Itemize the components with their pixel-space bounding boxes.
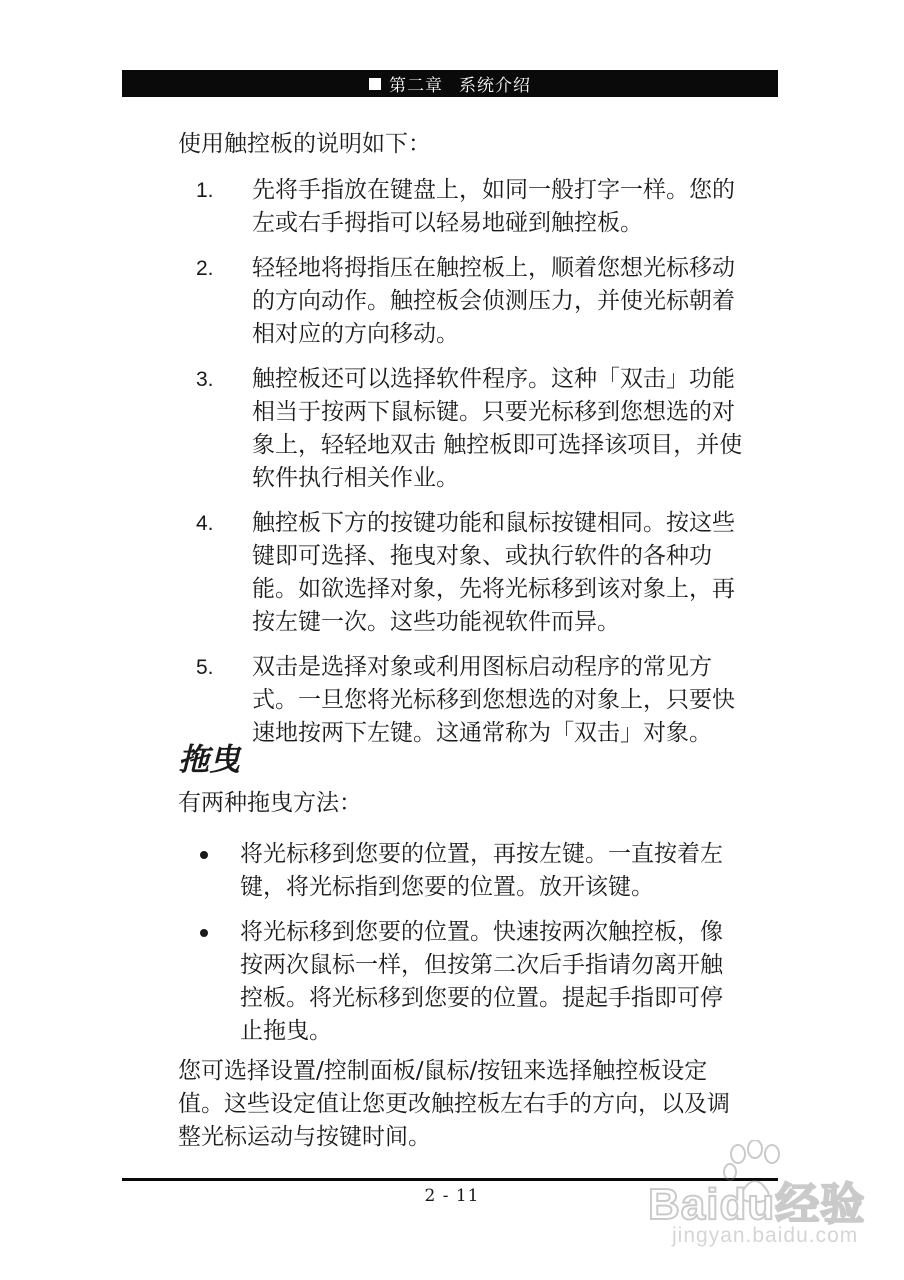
list-item [178,174,778,240]
text-line: 整光标运动与按键时间。 [178,1124,431,1150]
text-line: 式。一旦您将光标移到您想选的对象上，只要快 [252,687,735,713]
text-line: 按两次鼠标一样，但按第二次后手指请勿离开触 [240,952,723,978]
text-line: 象上，轻轻地双击 触控板即可选择该项目，并使 [252,432,743,458]
item-number: 1. [196,179,214,202]
text-line: 先将手指放在键盘上，如同一般打字一样。您的 [252,177,735,203]
list-item [178,363,778,495]
touchpad-steps-list [178,174,778,762]
text-line: 能。如欲选择对象，先将光标移到该对象上，再 [252,576,735,602]
item-text [252,252,778,351]
item-text [252,174,778,240]
text-line: 速地按两下左键。这通常称为「双击」对象。 [252,720,712,746]
item-text [252,507,778,639]
text-line: 值。这些设定值让您更改触控板左右手的方向，以及调 [178,1091,730,1117]
chapter-header-bar [122,70,778,97]
text-line: 轻轻地将拇指压在触控板上，顺着您想光标移动 [252,255,735,281]
baidu-watermark [638,1140,888,1270]
bullet-dot-icon [200,851,208,859]
item-text [240,916,754,1048]
text-line: 相当于按两下鼠标键。只要光标移到您想选的对 [252,399,735,425]
text-line: 软件执行相关作业。 [252,465,459,491]
drag-intro: 有两种拖曳方法： [178,790,362,816]
text-line: 触控板还可以选择软件程序。这种「双击」功能 [252,366,735,392]
text-line: 控板。将光标移到您要的位置。提起手指即可停 [240,985,723,1011]
list-item [178,838,778,904]
text-line: 键，将光标指到您要的位置。放开该键。 [240,874,654,900]
list-item [178,252,778,351]
item-number: 5. [196,656,214,679]
list-item [178,916,778,1048]
text-line: 键即可选择、拖曳对象、或执行软件的各种功 [252,543,712,569]
text-line: 将光标移到您要的位置。快速按两次触控板，像 [240,919,723,945]
item-text [252,651,778,750]
touchpad-intro: 使用触控板的说明如下： [178,131,431,157]
item-number: 2. [196,257,214,280]
chapter-title: 系统介绍 [459,76,531,96]
bullet-dot-icon [200,929,208,937]
text-line: 的方向动作。触控板会侦测压力，并使光标朝着 [252,288,735,314]
chapter-number: 第二章 [389,76,443,96]
square-bullet-icon [369,78,381,90]
watermark-url: jingyan.baidu.com [672,1224,859,1247]
list-item [178,651,778,750]
item-text [240,838,754,904]
text-line: 左或右手拇指可以轻易地碰到触控板。 [252,210,643,236]
text-line: 按左键一次。这些功能视软件而异。 [252,609,620,635]
text-line: 双击是选择对象或利用图标启动程序的常见方 [252,654,712,680]
page-number: 2 - 11 [424,1186,480,1206]
item-number: 4. [196,512,214,535]
text-line: 触控板下方的按键功能和鼠标按键相同。按这些 [252,510,735,536]
list-item [178,507,778,639]
item-text [252,363,778,495]
text-line: 将光标移到您要的位置，再按左键。一直按着左 [240,841,723,867]
drag-section-title: 拖曳 [178,742,240,778]
text-line: 相对应的方向移动。 [252,321,459,347]
item-number: 3. [196,368,214,391]
text-line: 您可选择设置/控制面板/鼠标/按钮来选择触控板设定 [178,1058,708,1084]
watermark-logo-text: Baidu经验 [648,1180,866,1229]
text-line: 止拖曳。 [240,1018,332,1044]
drag-methods-list [178,838,778,1060]
